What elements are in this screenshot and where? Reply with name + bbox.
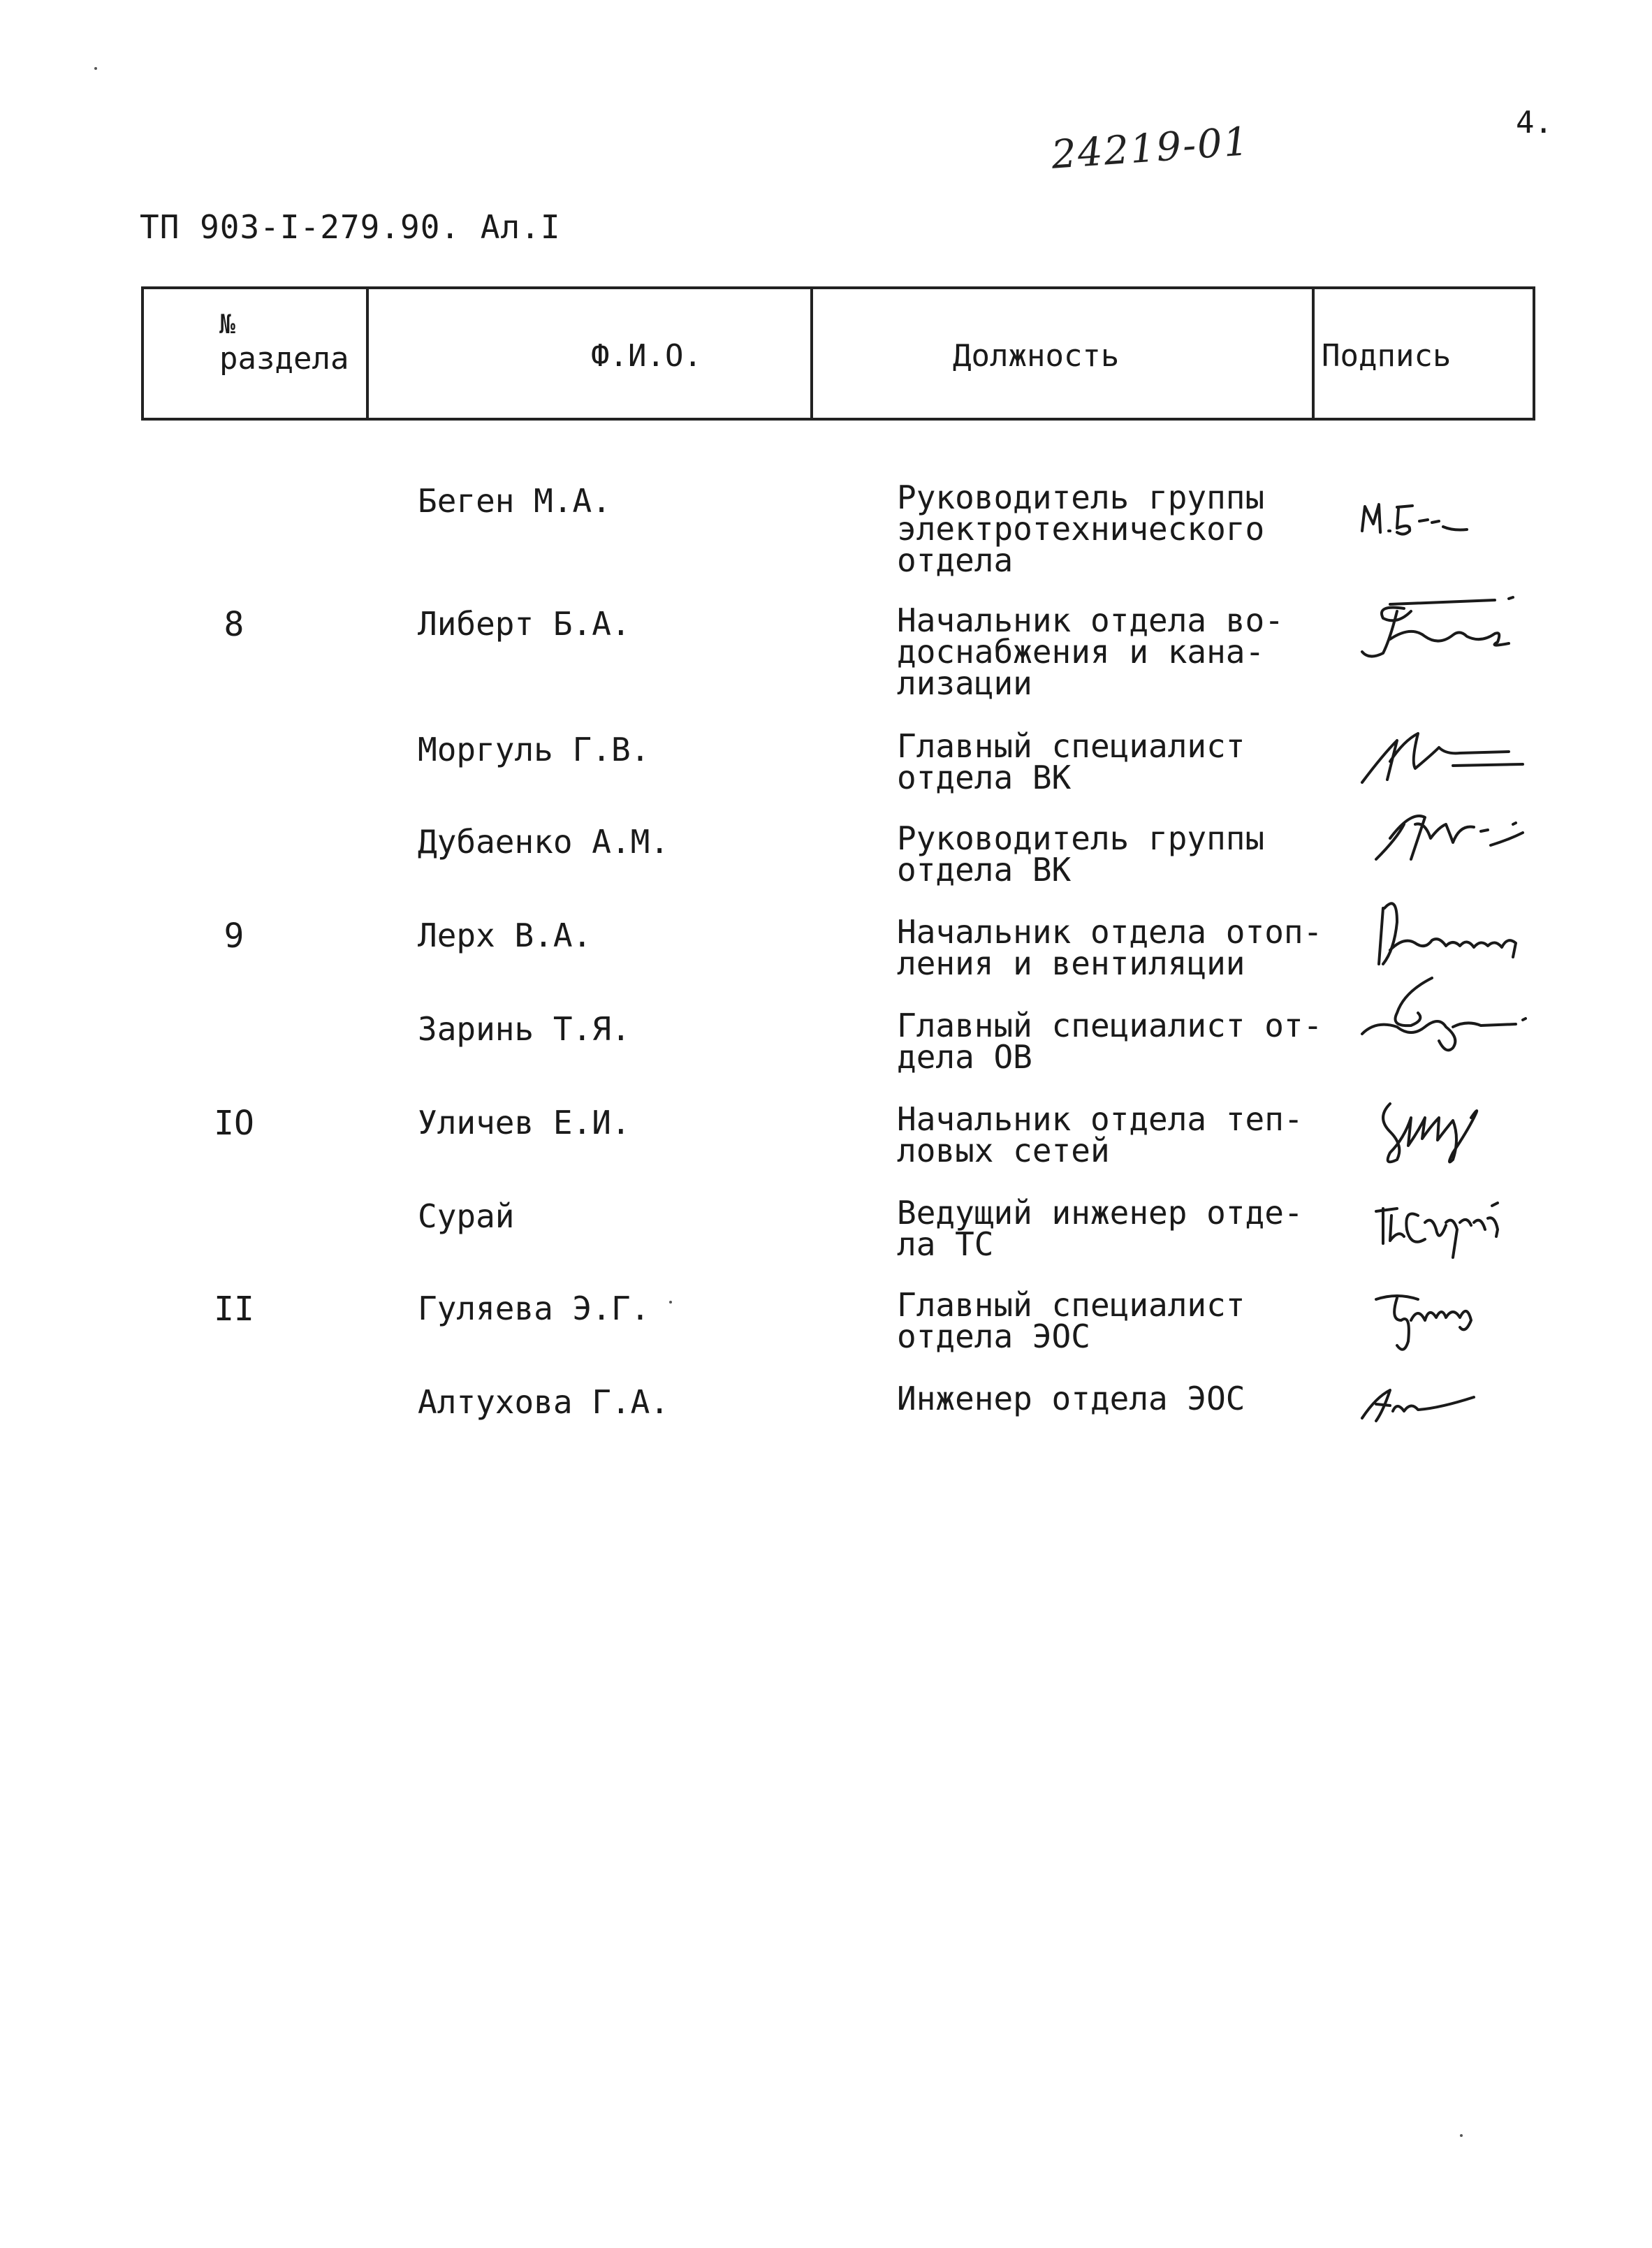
header-cell-position: [813, 289, 1315, 418]
header-section-label: раздела: [219, 341, 349, 377]
row-section-number: 8: [224, 605, 244, 644]
row-name: Моргуль Г.В.: [418, 731, 650, 768]
row-name: Уличев Е.И.: [418, 1104, 631, 1141]
row-section-number: 9: [224, 917, 244, 956]
page-number: 4.: [1516, 105, 1553, 140]
scan-speck: [1460, 2134, 1463, 2137]
header-cell-name: [369, 289, 813, 418]
row-position: Главный специалист от- дела ОВ: [897, 1007, 1323, 1076]
row-section-number: IO: [214, 1104, 254, 1143]
table-header: [141, 286, 1535, 421]
scan-speck: [669, 1301, 672, 1304]
row-position: Руководитель группы отдела ВК: [897, 819, 1265, 889]
signature-icon: [1348, 1362, 1558, 1446]
row-position: Ведущий инженер отде- ла ТС: [897, 1194, 1303, 1263]
signature-icon: [1348, 1090, 1558, 1174]
header-signature-label: Подпись: [1322, 338, 1452, 374]
row-position: Начальник отдела во- доснабжения и кана- лизации: [897, 601, 1284, 702]
header-name-label: Ф.И.О.: [591, 338, 702, 374]
signature-icon: [1348, 590, 1558, 674]
header-cell-signature: [1315, 289, 1533, 418]
row-position: Начальник отдела теп- ловых сетей: [897, 1100, 1303, 1169]
row-name: Гуляева Э.Г.: [418, 1290, 650, 1327]
signature-icon: [1348, 796, 1558, 880]
signature-icon: [1348, 971, 1558, 1055]
row-position: Начальник отдела отоп- ления и вентиляции: [897, 913, 1323, 982]
inventory-number: 24219-01: [1050, 119, 1252, 178]
scan-speck: [94, 67, 97, 70]
header-position-label: Должность: [953, 338, 1120, 374]
row-name: Сурай: [418, 1197, 515, 1235]
row-name: Дубаенко А.М.: [418, 823, 670, 861]
row-name: Заринь Т.Я.: [418, 1010, 631, 1048]
row-position: Руководитель группы электротехнического отдела: [897, 479, 1265, 579]
signature-icon: [1348, 713, 1558, 796]
document-code: ТП 903-I-279.90. Ал.I: [140, 208, 561, 246]
header-cell-section: [144, 289, 369, 418]
signature-icon: [1348, 1181, 1558, 1264]
signature-icon: [1348, 887, 1558, 971]
signature-icon: [1348, 482, 1558, 566]
row-position: Главный специалист отдела ВК: [897, 727, 1245, 796]
row-position: Инженер отдела ЭОС: [897, 1380, 1245, 1417]
row-section-number: II: [214, 1290, 254, 1329]
row-name: Лерх В.А.: [418, 917, 592, 954]
row-position: Главный специалист отдела ЭОС: [897, 1286, 1245, 1355]
row-name: Либерт Б.А.: [418, 605, 631, 643]
row-name: Беген М.А.: [418, 482, 611, 520]
signature-icon: [1348, 1278, 1558, 1362]
row-name: Алтухова Г.А.: [418, 1383, 670, 1421]
number-sign: №: [219, 309, 235, 340]
